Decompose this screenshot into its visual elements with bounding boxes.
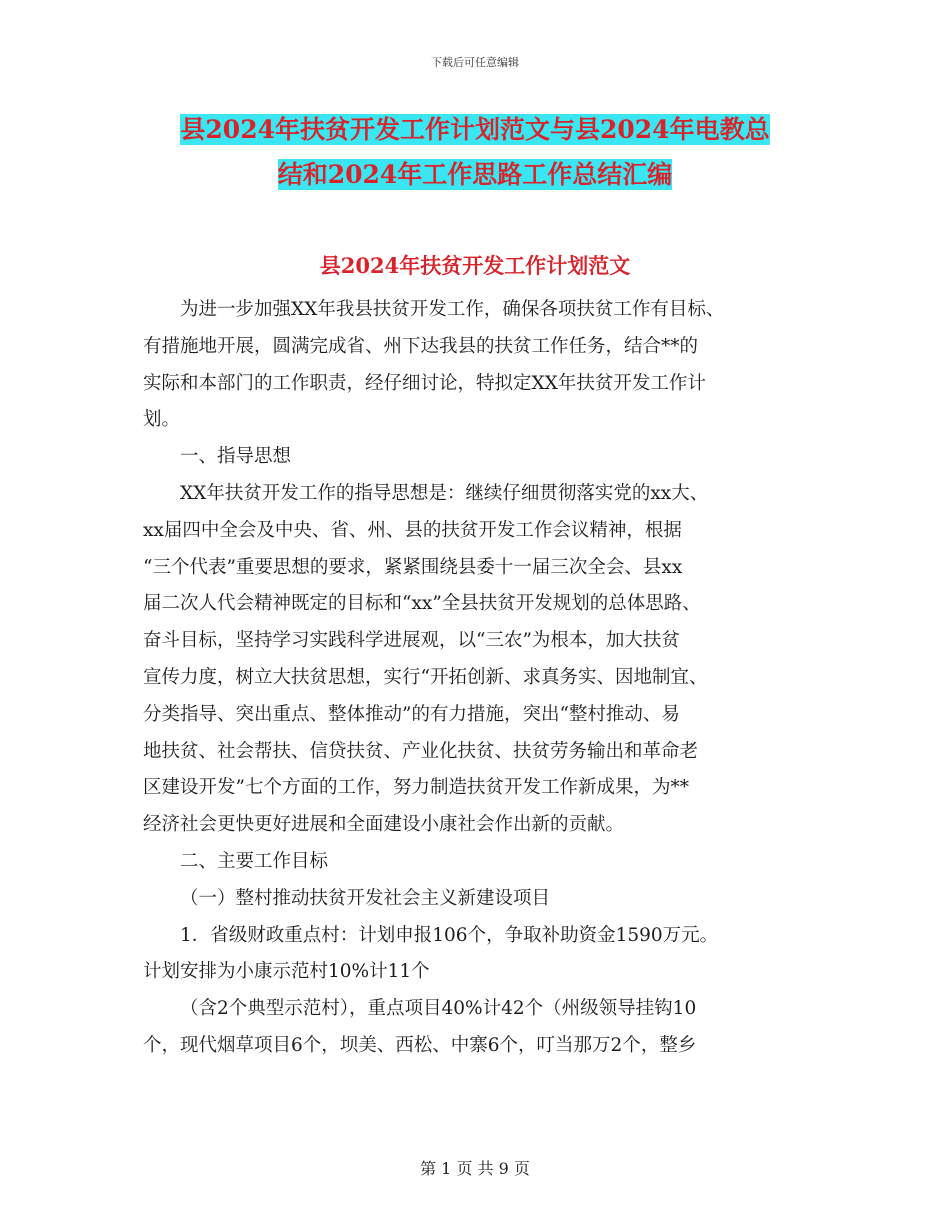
text-line: 分类指导、突出重点、整体推动”的有力措施，突出“整村推动、易 bbox=[143, 703, 680, 725]
text-line: 地扶贫、社会帮扶、信贷扶贫、产业化扶贫、扶贫劳务输出和革命老 bbox=[143, 740, 699, 762]
text-line: 奋斗目标，坚持学习实践科学进展观，以“三农”为根本，加大扶贫 bbox=[143, 630, 680, 652]
header-note: 下载后可任意编辑 bbox=[431, 56, 519, 69]
text-line: 宣传力度，树立大扶贫思想，实行“开拓创新、求真务实、因地制宜、 bbox=[143, 666, 708, 688]
page-footer: 第 1 页 共 9 页 bbox=[420, 1159, 530, 1178]
document-title-text-2: 结和2024年工作思路工作总结汇编 bbox=[277, 160, 673, 189]
text-line: 个，现代烟草项目6个，坝美、西松、中寨6个，叮当那万2个，整乡 bbox=[143, 1034, 697, 1056]
document-body bbox=[143, 292, 833, 1065]
section-title: 县2024年扶贫开发工作计划范文 bbox=[319, 253, 631, 278]
text-line: （一）整村推动扶贫开发社会主义新建设项目 bbox=[180, 887, 551, 909]
text-line: 经济社会更快更好进展和全面建设小康社会作出新的贡献。 bbox=[143, 814, 625, 836]
text-line: XX年扶贫开发工作的指导思想是：继续仔细贯彻落实党的xx大、 bbox=[180, 482, 709, 504]
document-title-line-1 bbox=[0, 113, 950, 147]
text-line: “三个代表”重要思想的要求，紧紧围绕县委十一届三次全会、县xx bbox=[143, 556, 683, 578]
document-title-text-1: 县2024年扶贫开发工作计划范文与县2024年电教总 bbox=[180, 115, 770, 144]
text-line: 计划安排为小康示范村10%计11个 bbox=[143, 961, 430, 983]
text-line: 划。 bbox=[143, 409, 181, 431]
text-line: 1．省级财政重点村：计划申报106个，争取补助资金1590万元。 bbox=[180, 924, 719, 946]
text-line: xx届四中全会及中央、省、州、县的扶贫开发工作会议精神，根据 bbox=[143, 519, 682, 541]
text-line: （含2个典型示范村），重点项目40%计42个（州级领导挂钩10 bbox=[180, 998, 697, 1020]
text-line: 有措施地开展，圆满完成省、州下达我县的扶贫工作任务，结合**的 bbox=[143, 335, 699, 357]
text-line: 一、指导思想 bbox=[180, 446, 292, 468]
document-title-line-2 bbox=[0, 158, 950, 192]
text-line: 区建设开发”七个方面的工作，努力制造扶贫开发工作新成果，为** bbox=[143, 777, 689, 799]
text-line: 届二次人代会精神既定的目标和“xx”全县扶贫开发规划的总体思路、 bbox=[143, 593, 701, 615]
text-line: 实际和本部门的工作职责，经仔细讨论，特拟定XX年扶贫开发工作计 bbox=[143, 372, 706, 394]
text-line: 为进一步加强XX年我县扶贫开发工作，确保各项扶贫工作有目标、 bbox=[180, 299, 725, 320]
text-line: 二、主要工作目标 bbox=[180, 850, 329, 872]
